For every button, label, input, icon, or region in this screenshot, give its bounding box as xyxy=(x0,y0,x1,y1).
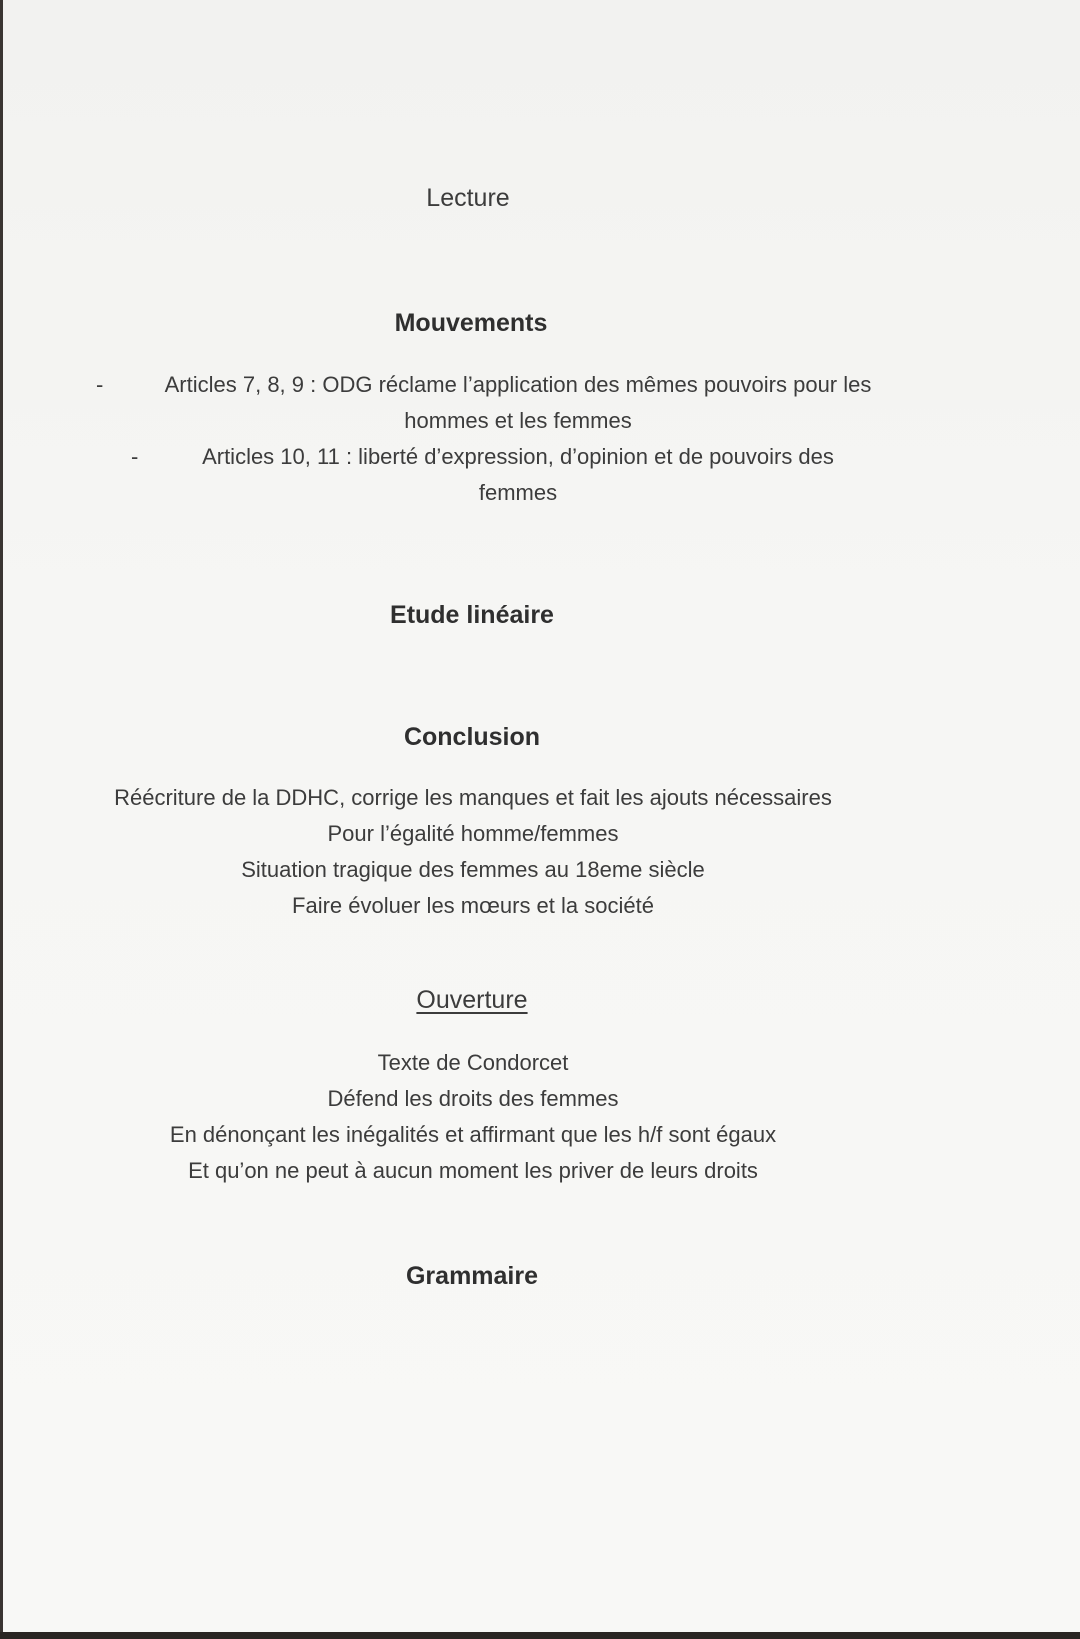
conclusion-line: Faire évoluer les mœurs et la société xyxy=(292,893,654,918)
lecture-heading: Lecture xyxy=(426,184,510,212)
list-item-text: hommes et les femmes xyxy=(404,408,632,433)
conclusion-line: Situation tragique des femmes au 18eme siècle xyxy=(241,857,705,882)
ouverture-heading: Ouverture xyxy=(416,986,528,1014)
conclusion-line: Réécriture de la DDHC, corrige les manques et fait les ajouts nécessaires xyxy=(114,785,832,810)
list-item-text: Articles 7, 8, 9 : ODG réclame l’application des mêmes pouvoirs pour les xyxy=(164,372,872,397)
ouverture-line: En dénonçant les inégalités et affirmant que les h/f sont égaux xyxy=(169,1122,777,1147)
mouvements-heading: Mouvements xyxy=(394,309,548,337)
ouverture-line: Texte de Condorcet xyxy=(377,1050,569,1075)
etude-lineaire-heading: Etude linéaire xyxy=(390,601,554,629)
list-item-text: Articles 10, 11 : liberté d’expression, d’opinion et de pouvoirs des xyxy=(202,444,834,469)
conclusion-heading: Conclusion xyxy=(403,723,541,751)
grammaire-heading: Grammaire xyxy=(405,1262,539,1290)
list-item-text: femmes xyxy=(478,480,558,505)
list-bullet: - xyxy=(96,372,104,397)
conclusion-line: Pour l’égalité homme/femmes xyxy=(327,821,619,846)
ouverture-line: Et qu’on ne peut à aucun moment les priver de leurs droits xyxy=(188,1158,758,1183)
ouverture-line: Défend les droits des femmes xyxy=(327,1086,619,1111)
list-bullet: - xyxy=(131,444,139,469)
